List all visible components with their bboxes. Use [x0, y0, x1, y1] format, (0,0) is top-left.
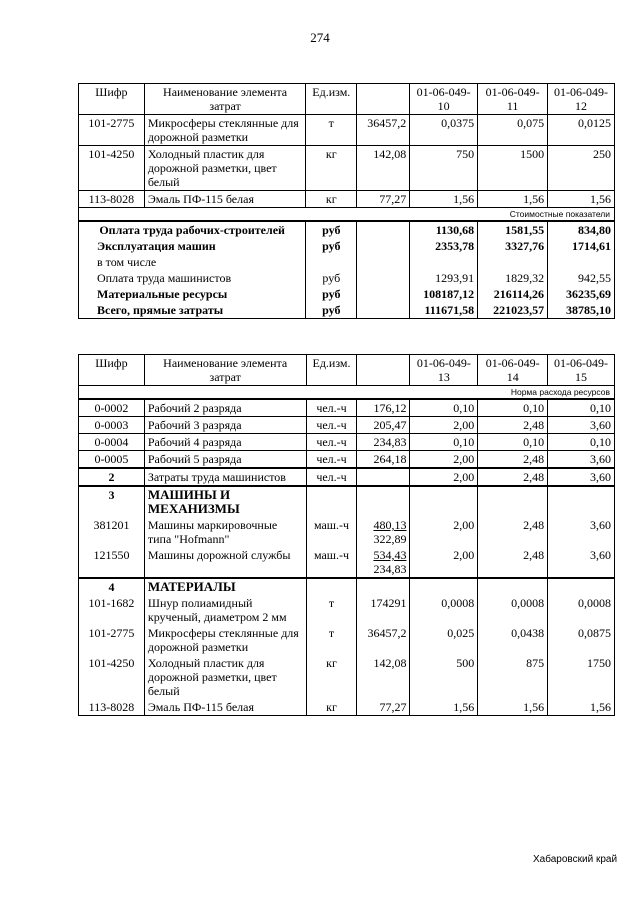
section-label: Норма расхода ресурсов: [79, 386, 615, 400]
cell-unit: чел.-ч: [306, 434, 357, 451]
cell-unit: маш.-ч: [306, 547, 357, 578]
cell-value: 2,00: [410, 417, 478, 434]
summary-unit: руб: [306, 270, 357, 286]
cell-price: 36457,2: [357, 115, 410, 146]
cell-unit: чел.-ч: [306, 451, 357, 469]
cell-unit: чел.-ч: [306, 468, 357, 486]
section-code: 3: [79, 486, 145, 517]
cell-value: 500: [410, 655, 478, 699]
cell-price: [357, 547, 410, 578]
summary-value: 216114,26: [478, 286, 548, 302]
cell-price: 142,08: [357, 146, 410, 191]
section-heading-row: [79, 486, 615, 517]
cell-value: 2,00: [410, 468, 478, 486]
cost-table-1: [78, 83, 615, 319]
header-unit: Ед.изм.: [306, 84, 357, 115]
summary-name: в том числе: [79, 254, 306, 270]
summary-value: 36235,69: [548, 286, 615, 302]
cell-unit: кг: [306, 699, 357, 716]
summary-value: 942,55: [548, 270, 615, 286]
header-price: [357, 84, 410, 115]
cell-value: 1750: [548, 655, 615, 699]
table-row: [79, 434, 615, 451]
table-row: [79, 115, 615, 146]
section-heading: МАШИНЫ И МЕХАНИЗМЫ: [144, 486, 306, 517]
cell-value: 1,56: [410, 191, 478, 208]
cell-name: Холодный пластик для дорожной разметки, цвет белый: [144, 655, 306, 699]
summary-value: 1581,55: [478, 221, 548, 238]
cell-value: 0,10: [410, 399, 478, 417]
cell-value: 0,0008: [478, 595, 548, 625]
summary-row: [79, 221, 615, 238]
cell-value: 1,56: [410, 699, 478, 716]
summary-row: [79, 302, 615, 319]
cell-value: 2,48: [478, 547, 548, 578]
resource-table-2: [78, 354, 615, 716]
header-name: Наименование элемента затрат: [144, 355, 306, 386]
summary-empty: [357, 302, 410, 319]
cell-value: 2,48: [478, 451, 548, 469]
cell-unit: кг: [306, 146, 357, 191]
summary-value: 1829,32: [478, 270, 548, 286]
cell-code: 101-2775: [79, 625, 145, 655]
cell-unit: кг: [306, 655, 357, 699]
footer-region: Хабаровский край: [533, 854, 618, 865]
summary-name: Всего, прямые затраты: [79, 302, 306, 319]
cell-value: 3,60: [548, 417, 615, 434]
cell-code: 0-0003: [79, 417, 145, 434]
cell-price: [357, 468, 410, 486]
table-header-row: [79, 84, 615, 115]
cell-code: 101-2775: [79, 115, 145, 146]
cell-value: 3,60: [548, 547, 615, 578]
summary-value: 108187,12: [410, 286, 478, 302]
header-col-11: 01-06-049-11: [478, 84, 548, 115]
summary-unit: руб: [306, 302, 357, 319]
cell-price: 234,83: [357, 434, 410, 451]
summary-empty: [357, 270, 410, 286]
cell-code: 0-0005: [79, 451, 145, 469]
cell-name: Эмаль ПФ-115 белая: [144, 699, 306, 716]
cell-name: Рабочий 5 разряда: [144, 451, 306, 469]
cell-name: Холодный пластик для дорожной разметки, цвет белый: [144, 146, 305, 191]
cell-value: 2,48: [478, 417, 548, 434]
header-code: Шифр: [79, 355, 145, 386]
cell-name: Рабочий 2 разряда: [144, 399, 306, 417]
cell-value: 0,0875: [548, 625, 615, 655]
table-row: [79, 191, 615, 208]
summary-value: 2353,78: [410, 238, 478, 254]
cell-value: 1500: [478, 146, 548, 191]
cell-value: 0,10: [548, 399, 615, 417]
cell-value: 3,60: [548, 451, 615, 469]
section-heading-row: [79, 578, 615, 595]
summary-name: Оплата труда машинистов: [79, 270, 306, 286]
cell-value: 1,56: [548, 191, 615, 208]
cell-value: 0,0008: [410, 595, 478, 625]
cell-value: 0,0375: [410, 115, 478, 146]
price-main: 534,43: [373, 548, 407, 562]
cell-code: 101-1682: [79, 595, 145, 625]
cell-value: 0,0438: [478, 625, 548, 655]
cell-price: 36457,2: [357, 625, 410, 655]
cell-price: 142,08: [357, 655, 410, 699]
cell-code: 101-4250: [79, 146, 145, 191]
summary-value: 221023,57: [478, 302, 548, 319]
cell-name: Шнур полиамидный крученый, диаметром 2 мм: [144, 595, 306, 625]
summary-value: [548, 254, 615, 270]
section-label: Стоимостные показатели: [79, 208, 615, 222]
section-label-row: [79, 386, 615, 400]
page-number: 274: [310, 30, 330, 45]
cell-name: Машины маркировочные типа "Hofmann": [144, 517, 306, 547]
cell-value: 2,00: [410, 517, 478, 547]
cell-value: 1,56: [478, 699, 548, 716]
header-unit: Ед.изм.: [306, 355, 357, 386]
header-code: Шифр: [79, 84, 145, 115]
cell-unit: чел.-ч: [306, 417, 357, 434]
table-row: [79, 146, 615, 191]
header-col-12: 01-06-049-12: [548, 84, 615, 115]
table-row: [79, 655, 615, 699]
table-row: [79, 451, 615, 469]
cell-unit: т: [306, 115, 357, 146]
price-secondary: 234,83: [373, 562, 407, 576]
table-row: [79, 699, 615, 716]
summary-unit: руб: [306, 221, 357, 238]
cell-name: Рабочий 3 разряда: [144, 417, 306, 434]
cell-name: Рабочий 4 разряда: [144, 434, 306, 451]
cell-price: 77,27: [357, 191, 410, 208]
table-row: [79, 417, 615, 434]
cell-name: Затраты труда машинистов: [144, 468, 306, 486]
section-code: 4: [79, 578, 145, 595]
cell-value: 0,10: [478, 399, 548, 417]
summary-unit: руб: [306, 238, 357, 254]
cell-code: 2: [79, 468, 145, 486]
header-col-10: 01-06-049-10: [410, 84, 478, 115]
table-row: [79, 547, 615, 578]
table-row: [79, 595, 615, 625]
summary-row: [79, 238, 615, 254]
summary-value: [478, 254, 548, 270]
header-col-14: 01-06-049-14: [478, 355, 548, 386]
cell-value: 1,56: [478, 191, 548, 208]
cell-value: 3,60: [548, 517, 615, 547]
cell-code: 121550: [79, 547, 145, 578]
cell-price: 174291: [357, 595, 410, 625]
summary-empty: [357, 238, 410, 254]
summary-row: [79, 270, 615, 286]
cell-value: 2,00: [410, 547, 478, 578]
summary-row: [79, 286, 615, 302]
table-row: [79, 625, 615, 655]
cell-unit: маш.-ч: [306, 517, 357, 547]
cell-unit: чел.-ч: [306, 399, 357, 417]
table-row: [79, 517, 615, 547]
cell-code: 113-8028: [79, 699, 145, 716]
cell-code: 0-0004: [79, 434, 145, 451]
summary-unit: [306, 254, 357, 270]
cell-name: Микросферы стеклянные для дорожной разметки: [144, 115, 305, 146]
summary-empty: [357, 221, 410, 238]
cell-code: 0-0002: [79, 399, 145, 417]
summary-name: Материальные ресурсы: [79, 286, 306, 302]
summary-value: 1293,91: [410, 270, 478, 286]
cell-value: 750: [410, 146, 478, 191]
header-col-13: 01-06-049-13: [410, 355, 478, 386]
cell-name: Эмаль ПФ-115 белая: [144, 191, 305, 208]
cell-value: 250: [548, 146, 615, 191]
price-secondary: 322,89: [373, 532, 407, 546]
summary-value: 1130,68: [410, 221, 478, 238]
cell-value: 0,0125: [548, 115, 615, 146]
summary-value: 38785,10: [548, 302, 615, 319]
cell-price: [357, 517, 410, 547]
cell-name: Машины дорожной службы: [144, 547, 306, 578]
cell-price: 176,12: [357, 399, 410, 417]
cell-name: Микросферы стеклянные для дорожной разметки: [144, 625, 306, 655]
cell-price: 264,18: [357, 451, 410, 469]
table-header-row: [79, 355, 615, 386]
cell-price: 205,47: [357, 417, 410, 434]
cell-unit: кг: [306, 191, 357, 208]
cell-value: 0,025: [410, 625, 478, 655]
summary-name: Эксплуатация машин: [79, 238, 306, 254]
summary-value: 834,80: [548, 221, 615, 238]
header-col-15: 01-06-049-15: [548, 355, 615, 386]
cell-value: 0,10: [548, 434, 615, 451]
cell-value: 2,48: [478, 468, 548, 486]
cell-value: 875: [478, 655, 548, 699]
summary-row: [79, 254, 615, 270]
section-heading: МАТЕРИАЛЫ: [144, 578, 306, 595]
price-main: 480,13: [373, 518, 407, 532]
summary-value: 111671,58: [410, 302, 478, 319]
summary-empty: [357, 254, 410, 270]
table-row: [79, 399, 615, 417]
summary-unit: руб: [306, 286, 357, 302]
summary-empty: [357, 286, 410, 302]
header-name: Наименование элемента затрат: [144, 84, 305, 115]
operators-row: [79, 468, 615, 486]
cell-code: 113-8028: [79, 191, 145, 208]
summary-name: Оплата труда рабочих-строителей: [79, 221, 306, 238]
cell-price: 77,27: [357, 699, 410, 716]
summary-value: 3327,76: [478, 238, 548, 254]
cell-code: 381201: [79, 517, 145, 547]
cell-value: 0,10: [478, 434, 548, 451]
cell-value: 0,10: [410, 434, 478, 451]
cell-value: 0,075: [478, 115, 548, 146]
cell-code: 101-4250: [79, 655, 145, 699]
cell-unit: т: [306, 595, 357, 625]
cell-unit: т: [306, 625, 357, 655]
cell-value: 2,00: [410, 451, 478, 469]
cell-value: 1,56: [548, 699, 615, 716]
summary-value: 1714,61: [548, 238, 615, 254]
cell-value: 0,0008: [548, 595, 615, 625]
header-price: [357, 355, 410, 386]
summary-value: [410, 254, 478, 270]
section-label-row: [79, 208, 615, 222]
cell-value: 3,60: [548, 468, 615, 486]
cell-value: 2,48: [478, 517, 548, 547]
